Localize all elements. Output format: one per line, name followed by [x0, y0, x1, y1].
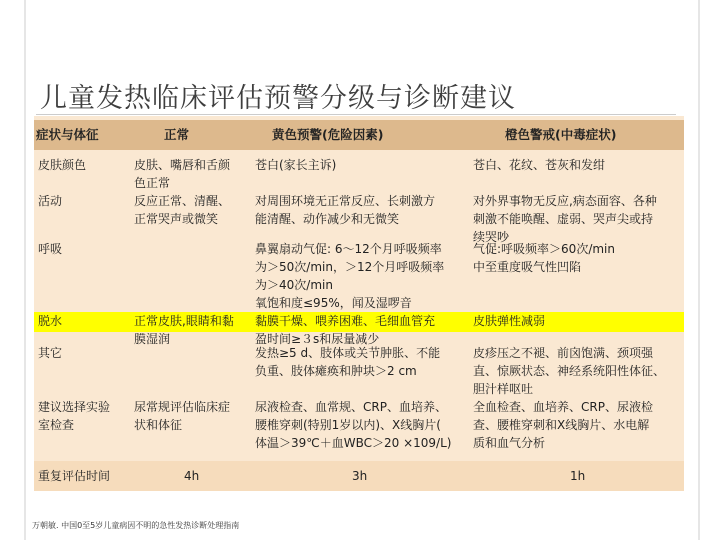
table-cell-orange: 皮肤弹性减弱 [473, 314, 546, 328]
assessment-table [34, 116, 684, 488]
table-row-label: 皮肤颜色 [38, 158, 87, 172]
table-cell-normal: 皮肤、嘴唇和舌颜 色正常 [134, 158, 231, 190]
repeat-yellow: 3h [352, 469, 368, 483]
header-yellow-warning: 黄色预警(危险因素) [272, 127, 384, 142]
table-cell-normal: 尿常规评估临床症 状和体征 [134, 400, 231, 432]
table-cell-orange: 气促:呼吸频率＞60次/min 中至重度吸气性凹陷 [473, 242, 615, 274]
repeat-normal: 4h [184, 469, 200, 483]
table-row-label: 活动 [38, 194, 63, 208]
table-footer-row [34, 461, 684, 491]
table-cell-orange: 对外界事物无反应,病态面容、各种 刺激不能唤醒、虚弱、哭声尖或持 续哭吵 [473, 194, 657, 244]
table-cell-yellow: 苍白(家长主诉) [255, 158, 337, 172]
header-normal: 正常 [164, 127, 190, 142]
page-title: 儿童发热临床评估预警分级与诊断建议 [40, 83, 516, 114]
frame-edge-right [698, 0, 700, 540]
table-row-label: 建议选择实验 室检查 [38, 400, 111, 432]
table-cell-normal: 正常皮肤,眼睛和黏 膜湿润 [134, 314, 234, 346]
title-divider [36, 114, 676, 115]
table-cell-normal: 反应正常、清醒、 正常哭声或微笑 [134, 194, 231, 226]
repeat-orange: 1h [570, 469, 586, 483]
table-row-label: 呼吸 [38, 242, 63, 256]
table-cell-orange: 皮疹压之不褪、前囟饱满、颈项强 直、惊厥状态、神经系统阳性体征、 胆汁样呕吐 [473, 346, 666, 396]
table-header [34, 120, 684, 150]
table-cell-yellow: 尿液检查、血常规、CRP、血培养、 腰椎穿刺(特别1岁以内)、X线胸片( 体温＞39℃＋血WBC＞20 ×109/L) [255, 400, 452, 450]
header-symptom: 症状与体征 [36, 127, 99, 142]
table-cell-yellow: 发热≥5 d、肢体或关节肿胀、不能 负重、肢体瘫痪和肿块＞2 cm [255, 346, 441, 378]
source-citation: 万朝敏. 中国0至5岁儿童病因不明的急性发热诊断处理指南 [32, 521, 240, 530]
table-cell-yellow: 黏膜干燥、喂养困难、毛细血管充 盈时间≥３s和尿量减少 [255, 314, 436, 346]
table-cell-yellow: 对周围环境无正常反应、长刺激方 能清醒、动作减少和无微笑 [255, 194, 436, 226]
repeat-label: 重复评估时间 [38, 469, 111, 483]
header-orange-alert: 橙色警戒(中毒症状) [505, 127, 617, 142]
table-cell-orange: 苍白、花纹、苍灰和发绀 [473, 158, 606, 172]
table-row-label: 脱水 [38, 314, 63, 328]
table-cell-yellow: 鼻翼扇动气促: 6～12个月呼吸频率 为＞50次/min，＞12个月呼吸频率 为＞40次/min 氧饱和度≤95%，闻及湿啰音 [255, 242, 445, 310]
table-cell-orange: 全血检查、血培养、CRP、尿液检 查、腰椎穿刺和X线胸片、水电解 质和血气分析 [473, 400, 653, 450]
table-row-label: 其它 [38, 346, 63, 360]
